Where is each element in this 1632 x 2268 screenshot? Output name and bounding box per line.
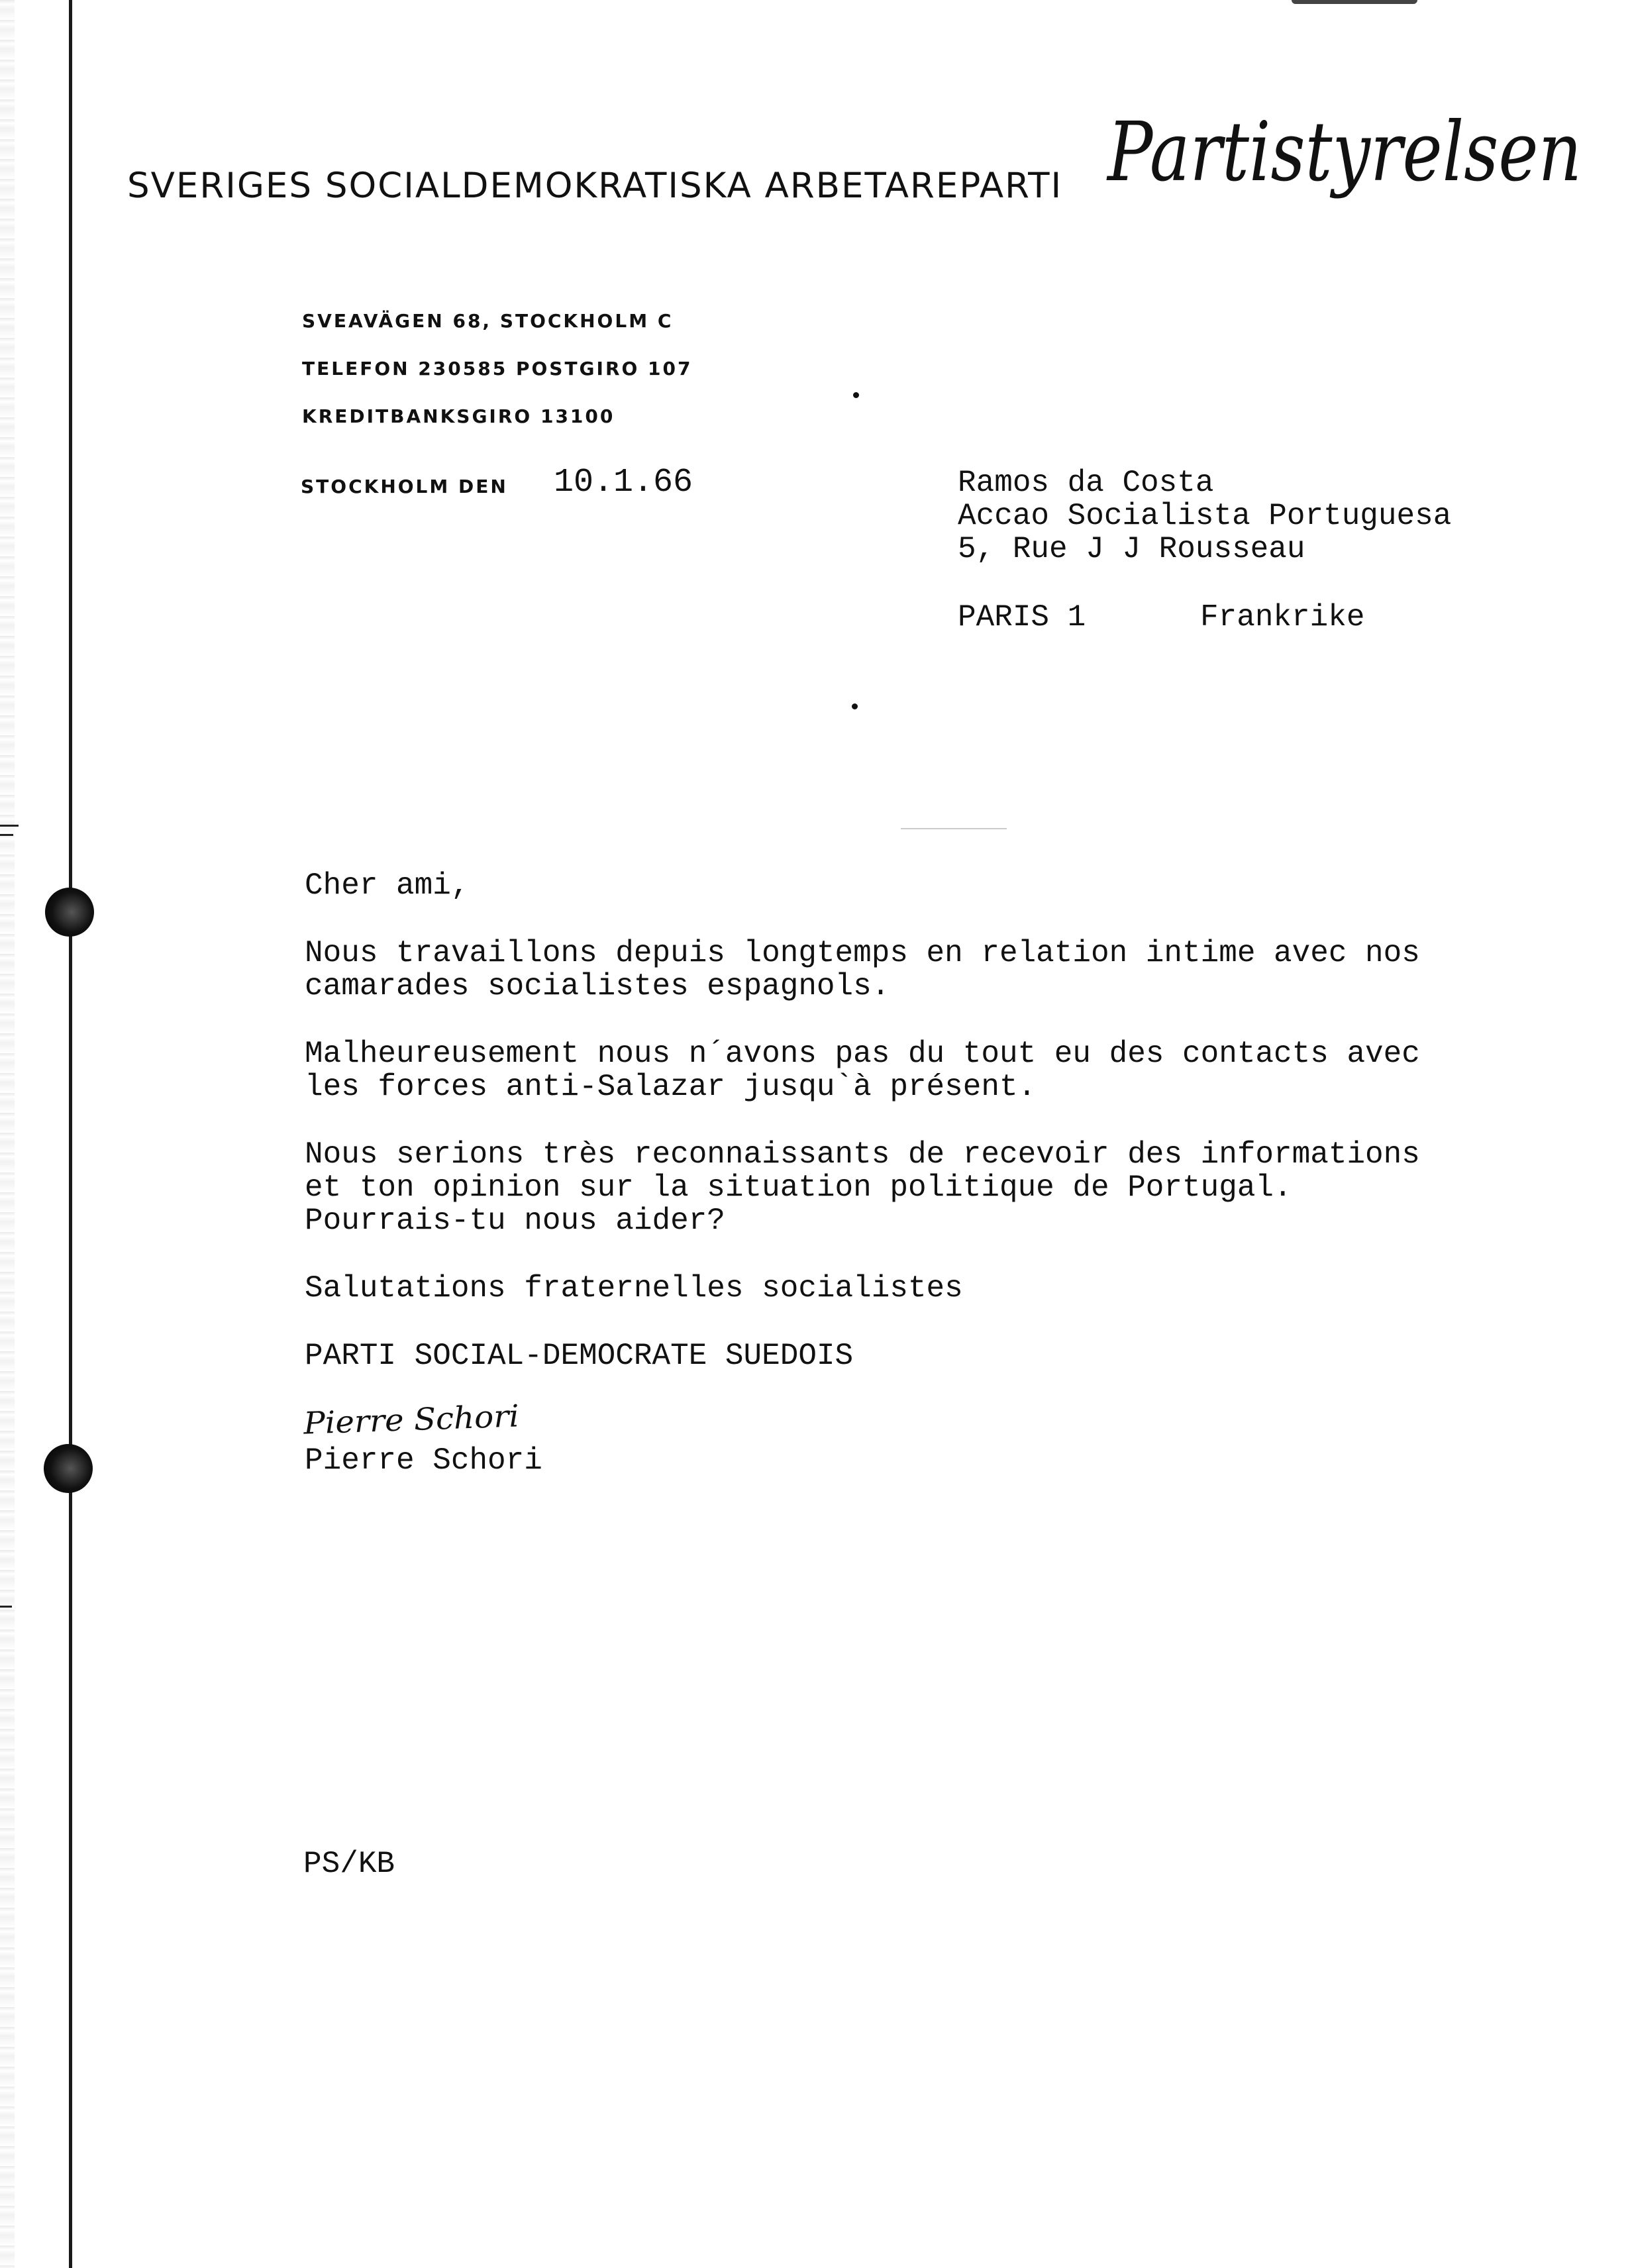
party-name: PARTI SOCIAL-DEMOCRATE SUEDOIS: [305, 1339, 854, 1373]
recipient-organization: Accao Socialista Portuguesa: [958, 499, 1452, 533]
salutation: Cher ami,: [305, 868, 470, 903]
margin-tick: [0, 834, 13, 836]
margin-tick: [0, 1606, 12, 1608]
scan-artifact: [1292, 0, 1417, 4]
fold-mark-dot: [853, 392, 859, 398]
punch-hole-bottom: [44, 1444, 93, 1493]
letterhead-address: SVEAVÄGEN 68, STOCKHOLM C: [302, 310, 674, 332]
margin-tick: [0, 825, 19, 827]
letter-date: 10.1.66: [554, 464, 693, 501]
signer-name: Pierre Schori: [305, 1443, 542, 1478]
recipient-street: 5, Rue J J Rousseau: [958, 532, 1305, 566]
punch-hole-top: [45, 888, 94, 937]
closing: Salutations fraternelles socialistes: [305, 1271, 963, 1306]
recipient-country: Frankrike: [1200, 600, 1365, 635]
body-paragraph-1: Nous travaillons depuis longtemps en relation intime avec nos camarades socialistes espagnols.: [305, 936, 1420, 1004]
recipient-city: PARIS 1: [958, 600, 1086, 635]
scan-edge-noise: [0, 0, 15, 2268]
fold-mark-dot: [852, 703, 858, 709]
body-paragraph-3: Nous serions très reconnaissants de recevoir des informations et ton opinion sur la situation politique de Portugal. Pourrais-tu nous aider?: [305, 1137, 1420, 1238]
reference-initials: PS/KB: [303, 1847, 395, 1881]
body-paragraph-2: Malheureusement nous n´avons pas du tout eu des contacts avec les forces anti-Salazar jusqu`à présent.: [305, 1037, 1420, 1104]
recipient-name: Ramos da Costa: [958, 466, 1214, 500]
letterhead-bank: KREDITBANKSGIRO 13100: [302, 405, 615, 427]
handwritten-signature: Pierre Schori: [303, 1398, 520, 1441]
scan-artifact: [901, 828, 1007, 829]
department-script-logo: Partistyrelsen: [1107, 105, 1582, 200]
letterhead-phone: TELEFON 230585 POSTGIRO 107: [302, 358, 693, 380]
organization-name: SVERIGES SOCIALDEMOKRATISKA ARBETAREPARTI: [127, 166, 1063, 206]
binding-edge-line: [69, 0, 72, 2268]
date-label: STOCKHOLM DEN: [301, 476, 508, 497]
